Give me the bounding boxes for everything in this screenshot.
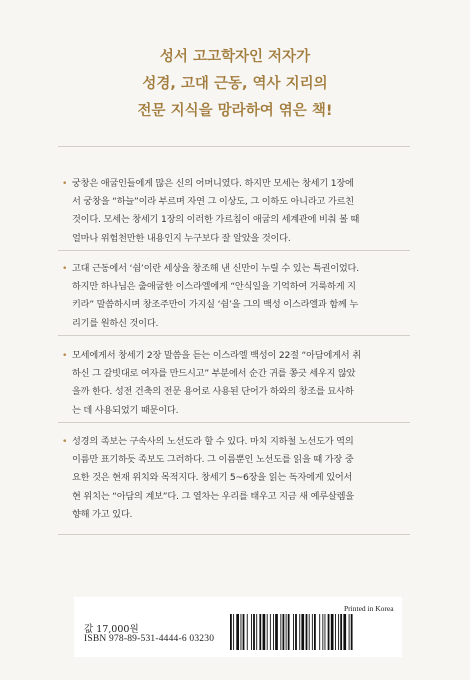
paragraph-line: 하지만 하나님은 출애굽한 이스라엘에게 “안식일을 기억하여 거룩하게 지 <box>72 281 356 293</box>
barcode-bar <box>251 614 252 650</box>
barcode-bar <box>312 614 313 650</box>
barcode-bar <box>340 614 342 650</box>
barcode-bar <box>270 614 271 650</box>
barcode-bar <box>233 614 234 650</box>
price-label: 값 17,000원 <box>84 624 139 635</box>
barcode-bar <box>331 614 334 650</box>
divider-bottom <box>58 534 410 535</box>
barcode-bar <box>328 614 330 650</box>
paragraph-line: 을까 한다. 성전 건축의 전문 용어로 사용된 단어가 하와의 창조를 묘사하 <box>72 386 354 398</box>
paragraph-line: 향해 가고 있다. <box>72 508 133 520</box>
paragraph-line: 하신 그 갈빗대로 여자를 만드시고” 부분에서 순간 귀를 쫑긋 세우지 않았 <box>72 368 356 380</box>
headline-line-3: 전문 지식을 망라하여 엮은 책! <box>137 103 333 119</box>
barcode-bar <box>338 614 339 650</box>
bullet-paragraph-2 <box>62 260 406 333</box>
barcode-bar <box>288 614 290 650</box>
paragraph-line: 모세에게서 창세기 2장 말씀을 듣는 이스라엘 백성이 22절 “아담에게서 취 <box>72 350 361 361</box>
paragraph-line: 리기를 원하신 것이다. <box>72 317 159 329</box>
barcode-bar <box>343 614 346 650</box>
paragraph-line: 는 데 사용되었기 때문이다. <box>72 404 179 416</box>
barcode-bar <box>309 614 310 650</box>
bullet-dot: • <box>62 263 68 274</box>
divider <box>58 335 410 336</box>
barcode-bar <box>236 614 239 650</box>
barcode-bar <box>267 614 268 650</box>
barcode-bar <box>253 614 255 650</box>
isbn-label: ISBN 978-89-531-4444-6 03230 <box>84 634 215 644</box>
barcode-bar <box>280 614 281 650</box>
barcode-bar <box>259 614 261 650</box>
printed-in-label: Printed in Korea <box>344 604 394 613</box>
barcode-bar <box>295 614 297 650</box>
bullet-paragraph-3 <box>62 347 406 420</box>
barcode-bar <box>293 614 294 650</box>
barcode-bar <box>241 614 242 650</box>
bullet-dot: • <box>62 178 68 189</box>
paragraph-line: 성경의 족보는 구속사의 노선도라 할 수 있다. 마치 지하철 노선도가 역의 <box>72 436 354 447</box>
barcode-bar <box>322 614 323 650</box>
barcode-bar <box>275 614 278 650</box>
paragraph-line: 궁창은 애굽인들에게 많은 신의 어머니였다. 하지만 모세는 창세기 1장에 <box>72 178 354 189</box>
barcode-bar <box>301 614 304 650</box>
paragraph-line: 이름만 표기하듯 족보도 그러하다. 그 이름뿐인 노선도를 읽을 때 가장 중 <box>72 454 354 466</box>
paragraph-line: 서 궁창을 “하늘”이라 부르며 자연 그 이상도, 그 이하도 아니라고 가르친 <box>72 196 354 208</box>
barcode-bar <box>230 614 232 650</box>
bullet-paragraph-1 <box>62 175 406 248</box>
barcode-bar <box>335 614 336 650</box>
headline-line-1: 성서 고고학자인 저자가 <box>159 49 311 65</box>
barcode-bar <box>314 614 316 650</box>
paragraph-line: 현 위치는 “아담의 계보”다. 그 열차는 우리를 태우고 지금 새 예루살렘을 <box>72 490 354 502</box>
paragraph-line: 얼마나 위험천만한 내용인지 누구보다 잘 알았을 것이다. <box>72 232 291 244</box>
barcode-bar <box>349 614 350 650</box>
barcode-bar <box>351 614 353 650</box>
barcode-bar <box>273 614 274 650</box>
paragraph-line: 요한 것은 현재 위치와 목적지다. 창세기 5~6장을 읽는 독자에게 있어서 <box>72 472 353 484</box>
barcode-bar <box>299 614 300 650</box>
paragraph-line: 것이다. 모세는 창세기 1장의 이러한 가르침이 애굽의 세계관에 비춰 볼 때 <box>72 214 360 226</box>
barcode-bar <box>247 614 248 650</box>
barcode-bar <box>319 614 320 650</box>
barcode-bar <box>283 614 285 650</box>
paragraph-line: 키라” 말씀하시며 창조주만이 가지실 ‘쉼’을 그의 백성 이스라엘과 함께 누 <box>72 299 359 311</box>
paragraph-line: 고대 근동에서 ‘쉼’이란 세상을 창조해 낸 신만이 누릴 수 있는 특권이었다. <box>72 263 359 274</box>
bullet-dot: • <box>62 436 68 447</box>
headline <box>0 44 470 125</box>
bullet-dot: • <box>62 350 68 361</box>
barcode-bar <box>263 614 266 650</box>
barcode-bar <box>256 614 257 650</box>
barcode-bar <box>306 614 308 650</box>
bullet-paragraph-4 <box>62 433 406 524</box>
headline-line-2: 성경, 고대 근동, 역사 지리의 <box>142 76 328 92</box>
divider <box>58 250 410 251</box>
isbn-barcode <box>230 614 395 650</box>
barcode-bar <box>243 614 245 650</box>
divider <box>58 422 410 423</box>
barcode-bar <box>325 614 326 650</box>
divider-top <box>58 146 410 147</box>
barcode-bar <box>286 614 287 650</box>
